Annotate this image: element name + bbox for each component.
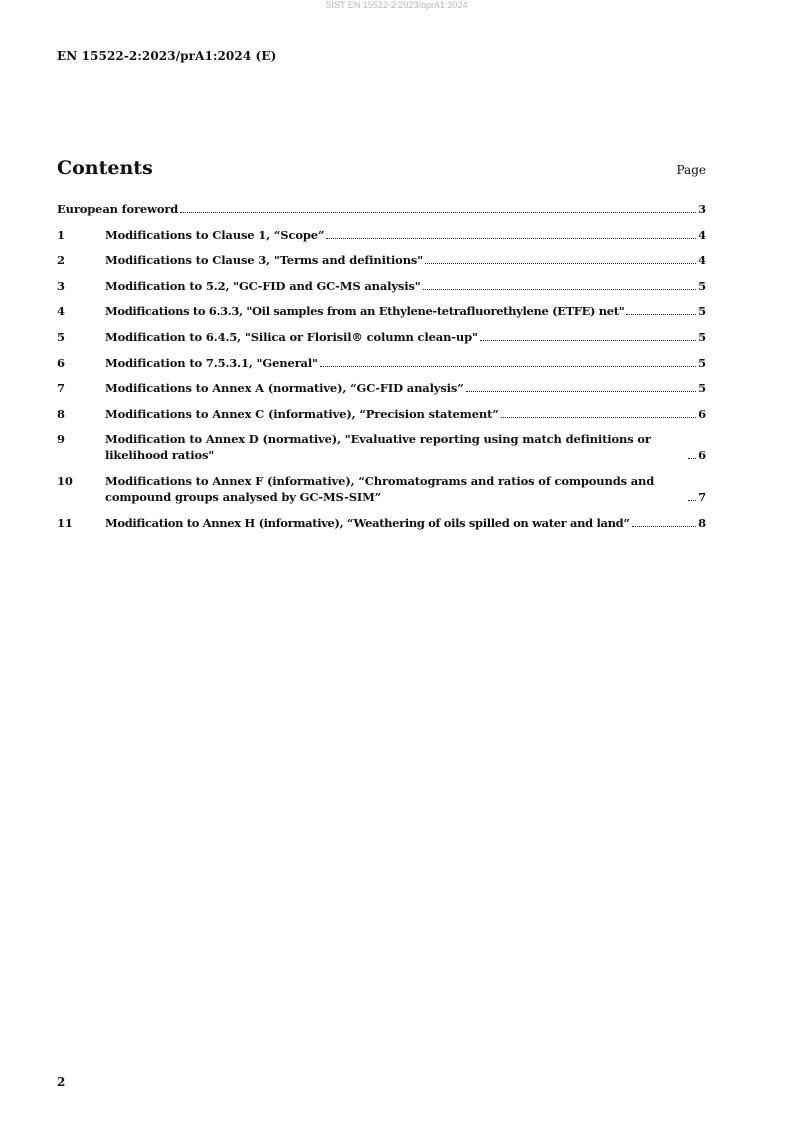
toc-entry-page: 6 (698, 406, 706, 421)
page-column-label: Page (676, 163, 706, 177)
toc-entry-foreword[interactable] (57, 201, 706, 217)
toc-entry-number: 9 (57, 432, 65, 447)
toc-entry-title: Modification to 6.4.5, "Silica or Florisil® column clean-up" (105, 329, 478, 344)
toc-entry-6[interactable] (57, 355, 706, 371)
dot-leader (501, 417, 696, 418)
toc-entry-page: 5 (698, 278, 706, 293)
toc-entry-number: 1 (57, 227, 65, 242)
toc-entry-number: 3 (57, 278, 65, 293)
dot-leader (466, 391, 696, 392)
toc-entry-number: 7 (57, 381, 65, 396)
dot-leader (626, 314, 696, 315)
toc-entry-page: 4 (698, 227, 706, 242)
toc-entry-number: 4 (57, 304, 65, 319)
toc-entry-title: European foreword (57, 202, 179, 216)
toc-entry-page: 5 (698, 381, 706, 396)
toc-entry-title: Modifications to Clause 1, “Scope” (105, 227, 325, 242)
watermark: SIST EN 15522-2:2023/oprA1:2024 (325, 0, 468, 10)
toc-entry-title: Modification to Annex D (normative), "Evaluative reporting using match definitions or likelihood ratios" (105, 432, 651, 463)
toc-entry-3[interactable] (57, 278, 706, 294)
toc-entry-title: Modifications to Annex C (informative), “Precision statement” (105, 406, 499, 421)
toc-entry-number: 6 (57, 355, 65, 370)
toc-entry-page: 8 (698, 515, 706, 530)
dot-leader (326, 238, 696, 239)
dot-leader (180, 212, 696, 213)
toc-entry-2[interactable] (57, 252, 706, 268)
toc-entry-title: Modification to 7.5.3.1, "General" (105, 355, 318, 370)
toc-entry-page: 4 (698, 253, 706, 268)
page-number: 2 (57, 1075, 66, 1089)
toc-entry-10[interactable] (57, 473, 706, 505)
toc-entry-page: 5 (698, 304, 706, 319)
toc-entry-title: Modifications to 6.3.3, "Oil samples from an Ethylene-tetrafluorethylene (ETFE) net" (105, 304, 625, 319)
dot-leader (423, 289, 697, 290)
dot-leader (480, 340, 696, 341)
document-identifier: EN 15522-2:2023/prA1:2024 (E) (57, 49, 277, 63)
toc-entry-7[interactable] (57, 380, 706, 396)
toc-entry-title: Modification to 5.2, "GC-FID and GC-MS analysis" (105, 278, 421, 293)
dot-leader (320, 366, 696, 367)
toc-entry-page: 7 (698, 489, 706, 504)
toc-entry-number: 2 (57, 253, 65, 268)
toc-entry-11[interactable] (57, 515, 706, 531)
toc-entry-8[interactable] (57, 406, 706, 422)
dot-leader (632, 526, 697, 527)
table-of-contents (57, 201, 706, 540)
toc-entry-number: 10 (57, 473, 73, 488)
dot-leader (688, 500, 696, 501)
dot-leader (688, 458, 696, 459)
toc-entry-4[interactable] (57, 303, 706, 319)
toc-entry-page: 3 (698, 202, 706, 216)
toc-entry-page: 6 (698, 448, 706, 463)
toc-entry-number: 11 (57, 515, 73, 530)
toc-entry-title: Modifications to Annex F (informative), “Chromatograms and ratios of compounds and compound groups analysed by GC-MS-SIM” (105, 473, 655, 504)
toc-entry-9[interactable] (57, 431, 706, 463)
toc-entry-number: 8 (57, 406, 65, 421)
toc-entry-title: Modifications to Clause 3, "Terms and definitions" (105, 253, 424, 268)
toc-entry-page: 5 (698, 355, 706, 370)
toc-entry-number: 5 (57, 329, 65, 344)
toc-entry-title: Modification to Annex H (informative), “Weathering of oils spilled on water and land” (105, 515, 630, 530)
toc-entry-1[interactable] (57, 227, 706, 243)
toc-entry-page: 5 (698, 329, 706, 344)
dot-leader (425, 263, 696, 264)
toc-entry-5[interactable] (57, 329, 706, 345)
contents-heading: Contents (57, 157, 153, 179)
toc-entry-title: Modifications to Annex A (normative), “GC-FID analysis” (105, 381, 464, 396)
